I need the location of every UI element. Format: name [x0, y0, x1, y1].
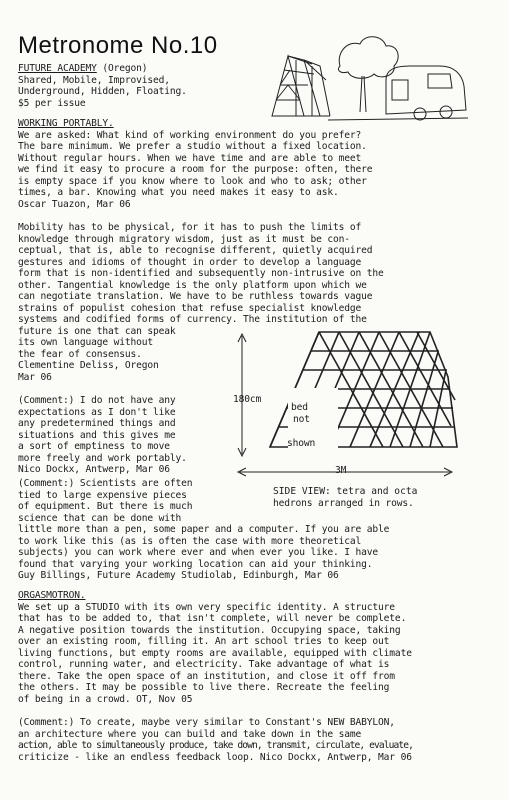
- dockx-line-3: any predetermined things and: [18, 418, 176, 429]
- mobility-line-7: can negotiate translation. We have to be ruthless towards vague: [18, 291, 373, 302]
- billings-narrow-line-2: tied to large expensive pieces: [18, 489, 187, 501]
- orgasmotron-line-1: We set up a STUDIO with its own very specific identity. A structure: [18, 601, 395, 613]
- dockx-line-1: (Comment:) I do not have any: [18, 395, 176, 406]
- billings-narrow-line-4: science that can be done with: [18, 512, 182, 524]
- header-illustration: [268, 30, 474, 126]
- diagram-caption-1: SIDE VIEW: tetra and octa: [273, 486, 418, 497]
- section-heading-working-portably: WORKING PORTABLY.: [18, 118, 114, 129]
- publisher-line: [18, 63, 147, 75]
- orgasmotron-line-3: A negative position towards the institution. Occupying space, taking: [18, 624, 401, 636]
- billings-narrow-line-1: (Comment:) Scientists are often: [18, 478, 193, 489]
- mobility-line-4: gestures and idioms of thought in order to develop a language: [18, 256, 362, 268]
- orgasmotron-line-5: living functions, but empty rooms are available, equipped with climate: [18, 647, 412, 659]
- tree-sketch: [338, 37, 398, 112]
- mobility-narrow-line-1: future is one that can speak: [18, 325, 176, 337]
- dockx-line-2: expectations as I don't like: [18, 406, 176, 418]
- publisher-location: (Oregon): [96, 63, 148, 74]
- mobility-attribution-2: Mar 06: [18, 371, 52, 383]
- width-label: 3M: [335, 465, 347, 476]
- billings-narrow-line-3: of equipment. But there is much: [18, 501, 193, 512]
- working-line-4: we find it easy to procure a room for the purpose: often, there: [18, 164, 373, 175]
- billings-line-1: little more than a pen, some paper and a computer. If you are able: [18, 524, 390, 535]
- orgasmotron-attribution: of being in a crowd. OT, Nov 05: [18, 693, 193, 705]
- tagline-2: Underground, Hidden, Floating.: [18, 86, 187, 97]
- newsletter-title: Metronome No.10: [18, 32, 218, 59]
- working-line-3: Without regular hours. When we have time and are able to meet: [18, 152, 362, 164]
- mobility-line-3: ceptual, that is, able to recognise different, quietly acquired: [18, 245, 373, 256]
- tetra-structure-sketch: [272, 56, 330, 116]
- diagram-caption-2: hedrons arranged in rows.: [273, 497, 414, 509]
- working-line-6: times, a bar. Knowing what you need makes it easy to ask.: [18, 187, 339, 198]
- mobility-line-5: form that is non-identified and subsequently non-intrusive on the: [18, 268, 384, 279]
- side-view-diagram: [228, 330, 458, 480]
- mobility-narrow-line-2: its own language without: [18, 337, 154, 348]
- dockx-line-5: a sort of emptiness to move: [18, 441, 170, 452]
- orgasmotron-line-7: there. Take the open space of an institution, and close it off from: [18, 670, 395, 682]
- orgasmotron-line-4: over an existing room, filling it. An art school tries to keep out: [18, 636, 390, 647]
- mobility-line-1: Mobility has to be physical, for it has to push the limits of: [18, 222, 362, 233]
- dockx-line-6: more freely and work portably.: [18, 452, 187, 464]
- tagline-1: Shared, Mobile, Improvised,: [18, 74, 170, 86]
- billings-line-3: subjects) you can work where ever and when ever you like. I have: [18, 547, 379, 558]
- dockx-line-4: situations and this gives me: [18, 429, 176, 441]
- price: $5 per issue: [18, 97, 86, 109]
- height-label: 180cm: [233, 394, 262, 405]
- billings-line-4: found that varying your working location can aid your thinking.: [18, 558, 373, 570]
- billings-line-2: to work like this (as is often the case with more theoretical: [18, 535, 362, 547]
- working-line-2: The bare minimum. We prefer a studio without a fixed location.: [18, 141, 367, 152]
- babylon-line-3: action, able to simultaneously produce, take down, transmit, circulate, evaluate,: [18, 740, 413, 751]
- orgasmotron-line-6: control, running water, and electricity. Take advantage of what is: [18, 659, 390, 670]
- orgasmotron-line-2: that has to be added to, that isn't complete, will never be complete.: [18, 613, 407, 624]
- mobility-line-2: knowledge through migratory wisdom, just as it must be con-: [18, 233, 350, 245]
- working-line-1: We are asked: What kind of working environment do you prefer?: [18, 129, 362, 141]
- babylon-line-2: an architecture where you can build and take down in the same: [18, 728, 362, 740]
- working-line-5: is empty space if you know where to look and who to ask; other: [18, 175, 367, 187]
- working-attribution: Oscar Tuazon, Mar 06: [18, 198, 131, 210]
- bed-label-2: not: [293, 413, 310, 425]
- publisher-name: FUTURE ACADEMY: [18, 63, 97, 74]
- mobility-narrow-line-3: the fear of consensus.: [18, 348, 142, 360]
- babylon-line-1: (Comment:) To create, maybe very similar to Constant's NEW BABYLON,: [18, 717, 395, 728]
- mobility-line-9: systems and codified forms of currency. The institution of the: [18, 314, 367, 325]
- dockx-attribution: Nico Dockx, Antwerp, Mar 06: [18, 464, 170, 475]
- bed-label-3: shown: [287, 438, 316, 449]
- bed-label-1: bed: [291, 402, 308, 413]
- mobility-line-8: strains of populist cohesion that refuse specialist knowledge: [18, 302, 362, 314]
- section-heading-orgasmotron: ORGASMOTRON.: [18, 590, 86, 601]
- babylon-line-4: criticize - like an endless feedback loop. Nico Dockx, Antwerp, Mar 06: [18, 751, 412, 763]
- mobility-attribution-1: Clementine Deliss, Oregon: [18, 360, 159, 371]
- orgasmotron-line-8: the others. It may be possible to live there. Recreate the feeling: [18, 682, 390, 693]
- billings-attribution: Guy Billings, Future Academy Studiolab, Edinburgh, Mar 06: [18, 570, 339, 581]
- mobility-line-6: other. Tangential knowledge is the only platform upon which we: [18, 279, 367, 291]
